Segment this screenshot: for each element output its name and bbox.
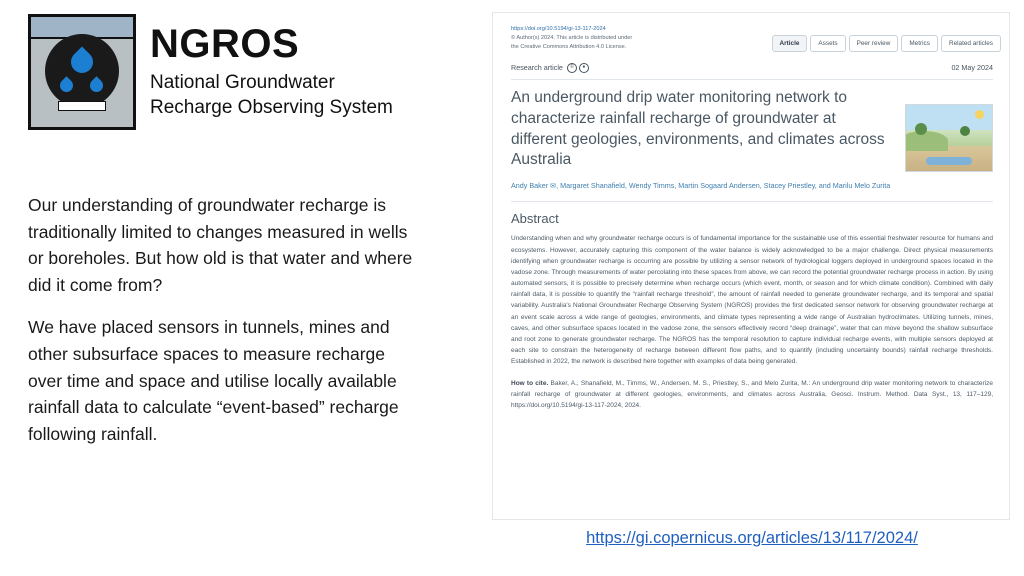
left-column [28, 14, 448, 447]
tab-metrics[interactable]: Metrics [901, 35, 938, 52]
hill-shape [905, 131, 948, 151]
copyright-line-2: the Creative Commons Attribution 4.0 License. [511, 44, 627, 51]
cc-by-icon: ● [579, 63, 589, 73]
intro-text [28, 192, 420, 447]
section-divider [511, 201, 993, 202]
paper-title: An underground drip water monitoring network to characterize rainfall recharge of groundwater at different geologies, environments, and climates across Australia [511, 88, 885, 169]
cc-icon: © [567, 63, 577, 73]
logo-base-bar [58, 101, 106, 111]
groundwater-well-logo-icon [28, 14, 136, 130]
logo-acronym: NGROS [150, 22, 300, 67]
publication-date: 02 May 2024 [951, 63, 993, 73]
article-url-link[interactable]: https://gi.copernicus.org/articles/13/117/2024/ [586, 529, 918, 547]
water-body-shape [926, 157, 972, 165]
logo-expansion-line1: National Groundwater [150, 72, 335, 94]
ngros-logo [28, 14, 448, 130]
logo-expansion-line2: Recharge Observing System [150, 97, 393, 118]
tab-peer-review[interactable]: Peer review [849, 35, 899, 52]
tab-assets[interactable]: Assets [810, 35, 845, 52]
doi-block [511, 25, 741, 53]
article-type-label: Research article [511, 63, 563, 73]
creative-commons-icons [567, 63, 589, 73]
abstract-heading: Abstract [511, 211, 559, 227]
author-list[interactable]: Andy Baker ✉, Margaret Shanafield, Wendy Timms, Martin Sogaard Andersen, Stacey Priestley, and Marilu Melo Zurita [511, 180, 891, 190]
logo-expansion [150, 71, 393, 120]
tree-icon [915, 123, 927, 135]
tab-related-articles[interactable]: Related articles [941, 35, 1001, 52]
title-and-thumbnail [511, 88, 993, 172]
logo-text-block [150, 23, 393, 120]
how-to-cite-block [511, 378, 993, 412]
article-type-group [511, 63, 589, 73]
paper-tabs[interactable] [772, 35, 1001, 52]
how-to-cite-label: How to cite. [511, 379, 549, 387]
sun-icon [975, 110, 984, 119]
citation-text: Baker, A., Shanafield, M., Timms, W., Andersen, M. S., Priestley, S., and Melo Zurita, M.: An underground drip water monitoring network to characterize rainfall recharge of groundwater at different geologies, environments, and climates across Australia, Geosci. Instrum. Method. Data Syst., 13, 117–129, https://doi.org/10.5194/gi-13-117-2024, 2024. [511, 379, 994, 409]
tree-icon-2 [960, 126, 970, 136]
article-meta-row [511, 63, 993, 80]
intro-paragraph-2: We have placed sensors in tunnels, mines and other subsurface spaces to measure recharge over time and space and utilise locally available rainfall data to calculate “event-based” recharge following rainfall. [28, 317, 399, 444]
abstract-text: Understanding when and why groundwater recharge occurs is of fundamental importance for the sustainable use of this essential freshwater resource for humans and ecosystems. However, accurately capturing this component of the water balance is widely acknowledged to be a major challenge. Direct physical measurements identifying when groundwater recharge is occurring are possible by utilizing a sensor network of hydrological loggers deployed in underground spaces located in the vadose zone. Through measurements of water percolating into these spaces from above, we can record the potential groundwater recharge process in action. By using automated sensors, it is possible to precisely determine when recharge occurs (which event, month, or season and for which climate condition). Combined with daily rainfall data, it is possible to quantify the “rainfall recharge threshold”, the amount of rainfall needed to generate groundwater recharge, and its temporal and spatial variability. Australia's National Groundwater Recharge Observing System (NGROS) provides the first dedicated sensor network for observing groundwater recharge at an event scale across a wide range of geologies, environments, and climate types representing a wide range of Australian hydroclimates. Utilizing tunnels, mines, caves, and other subsurface spaces located in the vadose zone, the sensors effectively record “deep drainage”, water that can move beyond the shallow subsurface and root zone to generate groundwater recharge. The NGROS has the temporal resolution to capture individual recharge events, with multiple sensors deployed at each site to constrain the heterogeneity of recharge between different flow paths, and to quantify (including uncertainty bounds) rainfall recharge thresholds. Established in 2022, the network is described here together with examples of data being generated. [511, 235, 993, 366]
copyright-line-1: © Author(s) 2024. This article is distributed under [511, 35, 633, 42]
paper-screenshot [492, 12, 1010, 520]
doi-link[interactable]: https://doi.org/10.5194/gi-13-117-2024 [511, 26, 606, 32]
tab-article[interactable]: Article [772, 35, 808, 52]
intro-paragraph-1: Our understanding of groundwater recharge is traditionally limited to changes measured in wells or boreholes. But how old is that water and where did it come from? [28, 195, 413, 295]
landscape-diagram-thumbnail-icon[interactable] [905, 104, 993, 172]
